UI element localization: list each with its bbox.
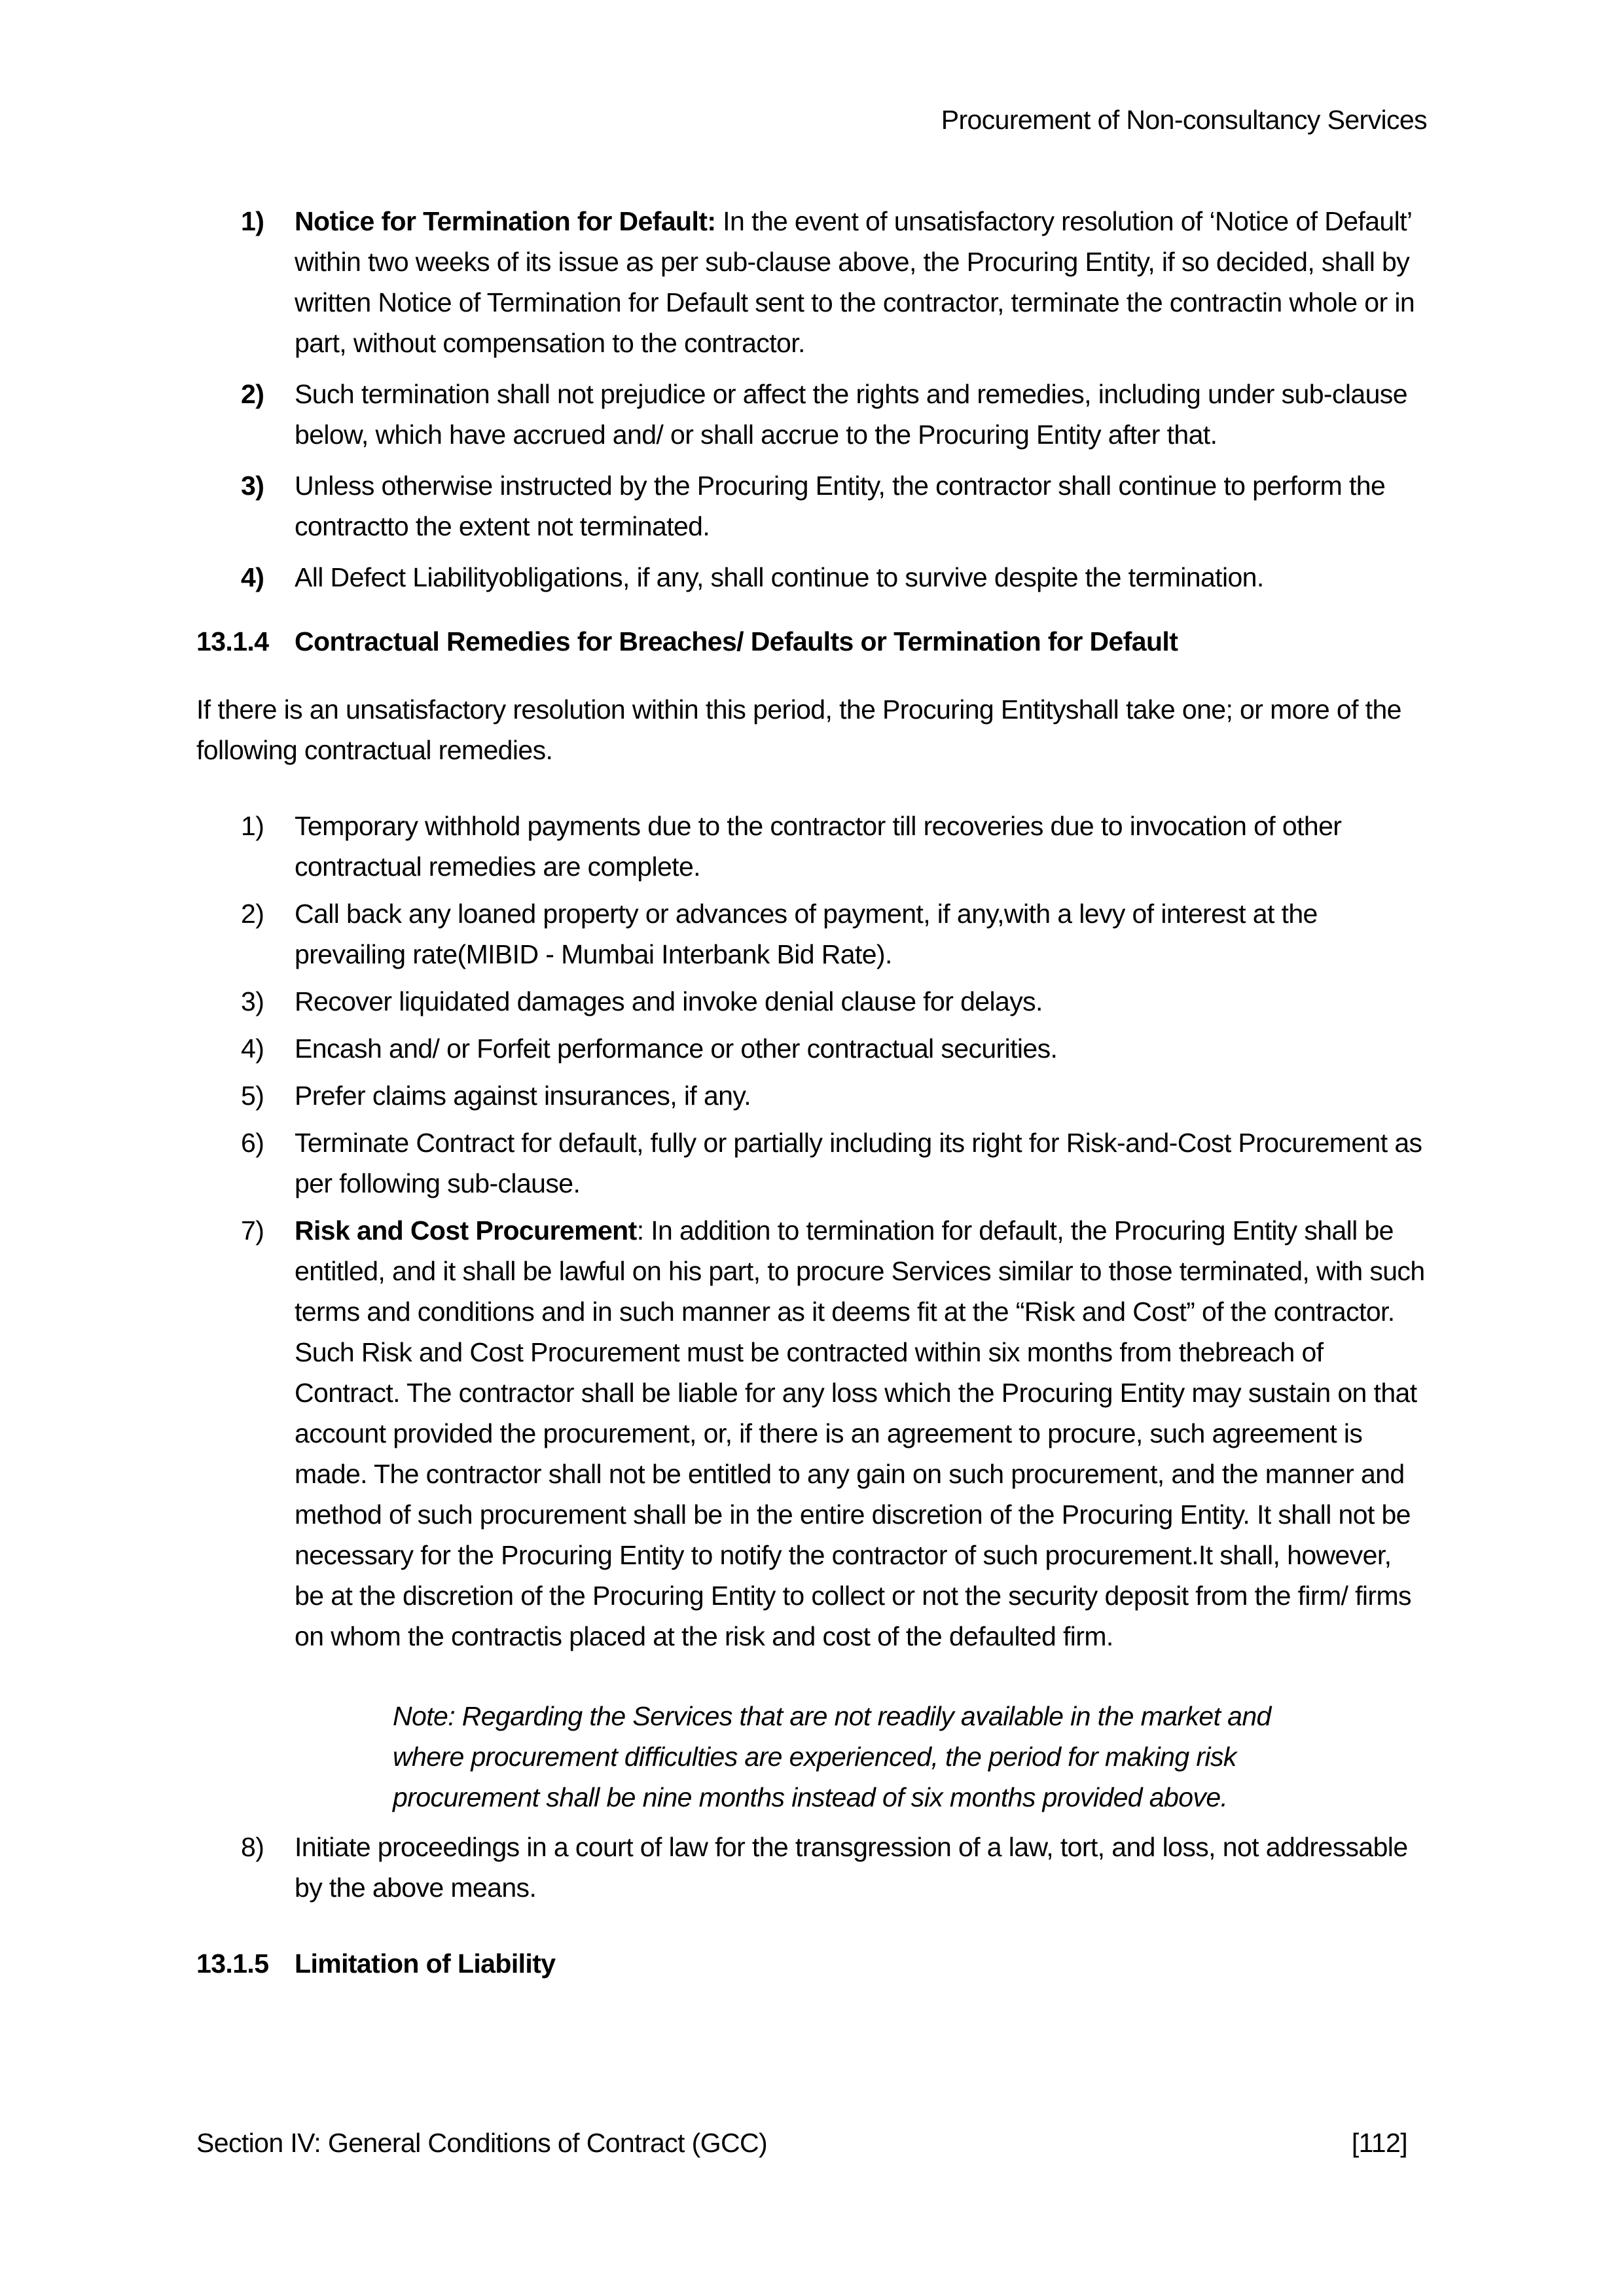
list-item xyxy=(196,1075,1427,1116)
list-item-body: In the event of unsatisfactory resolution of ‘Notice of Default’ within two weeks of its issue as per sub-clause above, the Procuring Entity, if so decided, shall by written Notice of Termination for Default sent to the contractor, terminate the contractin whole or in part, without compensation to the contractor. xyxy=(295,206,1415,358)
list-item-bold-label: Notice for Termination for Default: xyxy=(295,206,716,236)
section-number: 13.1.5 xyxy=(196,1948,269,1979)
list-item xyxy=(196,1122,1427,1204)
list-item xyxy=(196,981,1427,1022)
list-item xyxy=(196,893,1427,975)
note-paragraph: Note: Regarding the Services that are not readily available in the market and where procurement difficulties are experienced, the period for making risk procurement shall be nine months instead of six months provided above. xyxy=(393,1701,1271,1812)
page-footer xyxy=(196,2123,1407,2163)
list-marker: 7) xyxy=(241,1215,264,1246)
list-marker: 4) xyxy=(241,1033,264,1064)
list-marker: 3) xyxy=(241,986,264,1016)
list-item xyxy=(196,557,1427,598)
list-item-text: Temporary withhold payments due to the contractor till recoveries due to invocation of other contractual remedies are complete. xyxy=(295,811,1342,882)
list-item xyxy=(196,465,1427,547)
list-marker: 4) xyxy=(241,562,264,592)
list-item-text xyxy=(295,1210,1427,1657)
list-item-text: Prefer claims against insurances, if any. xyxy=(295,1081,751,1111)
section-heading-13-1-5 xyxy=(196,1943,1427,1984)
list-item-body: : In addition to termination for default, the Procuring Entity shall be entitled, and it shall be lawful on his part, to procure Services similar to those terminated, with such terms and conditions and in such manner as it deems fit at the “Risk and Cost” of the contractor. Such Risk and Cost Procurement must be contracted within six months from thebreach of Contract. The contractor shall be liable for any loss which the Procuring Entity may sustain on that account provided the procurement, or, if there is an agreement to procure, such agreement is made. The contractor shall not be entitled to any gain on such procurement, and the manner and method of such procurement shall be in the entire discretion of the Procuring Entity. It shall not be necessary for the Procuring Entity to notify the contractor of such procurement.It shall, however, be at the discretion of the Procuring Entity to collect or not the security deposit from the firm/ firms on whom the contractis placed at the risk and cost of the defaulted firm. xyxy=(295,1215,1425,1651)
list-item xyxy=(196,201,1427,363)
footer-section-label: Section IV: General Conditions of Contract (GCC) xyxy=(196,2128,768,2158)
list-item-text: All Defect Liabilityobligations, if any, shall continue to survive despite the termination. xyxy=(295,562,1264,592)
list-item xyxy=(196,806,1427,887)
list-item-text: Unless otherwise instructed by the Procuring Entity, the contractor shall continue to perform the contractto the extent not terminated. xyxy=(295,471,1386,541)
list-marker: 3) xyxy=(241,471,264,501)
list-item-text: Encash and/ or Forfeit performance or other contractual securities. xyxy=(295,1033,1058,1064)
list-item-bold-label: Risk and Cost Procurement xyxy=(295,1215,637,1246)
list-item-text xyxy=(295,201,1427,363)
termination-list xyxy=(196,201,1427,598)
section-title: Limitation of Liability xyxy=(295,1948,556,1979)
list-item xyxy=(196,1210,1427,1657)
section-title: Contractual Remedies for Breaches/ Defaults or Termination for Default xyxy=(295,626,1178,656)
list-item-text: Call back any loaned property or advances of payment, if any,with a levy of interest at the prevailing rate(MIBID - Mumbai Interbank Bid Rate). xyxy=(295,899,1318,969)
list-item-text: Terminate Contract for default, fully or partially including its right for Risk-and-Cost Procurement as per following sub-clause. xyxy=(295,1128,1422,1198)
list-item xyxy=(196,1028,1427,1069)
list-item-text: Recover liquidated damages and invoke denial clause for delays. xyxy=(295,986,1043,1016)
list-marker: 5) xyxy=(241,1081,264,1111)
list-marker: 2) xyxy=(241,379,264,409)
footer-page-number: [112] xyxy=(1351,2128,1407,2158)
list-item xyxy=(196,374,1427,455)
remedies-list xyxy=(196,806,1427,1908)
section-heading-13-1-4 xyxy=(196,621,1427,662)
section-number: 13.1.4 xyxy=(196,626,269,656)
list-marker: 6) xyxy=(241,1128,264,1158)
list-item-text: Initiate proceedings in a court of law for the transgression of a law, tort, and loss, not addressable by the above means. xyxy=(295,1832,1408,1903)
list-marker: 1) xyxy=(241,811,264,841)
list-item-text: Such termination shall not prejudice or affect the rights and remedies, including under sub-clause below, which have accrued and/ or shall accrue to the Procuring Entity after that. xyxy=(295,379,1407,450)
list-marker: 2) xyxy=(241,899,264,929)
list-marker: 1) xyxy=(241,206,264,236)
section-intro-paragraph: If there is an unsatisfactory resolution within this period, the Procuring Entityshall take one; or more of the following contractual remedies. xyxy=(196,694,1401,765)
list-marker: 8) xyxy=(241,1832,264,1862)
header-title: Procurement of Non-consultancy Services xyxy=(941,105,1427,135)
page-header xyxy=(196,99,1427,140)
list-item xyxy=(196,1827,1427,1908)
